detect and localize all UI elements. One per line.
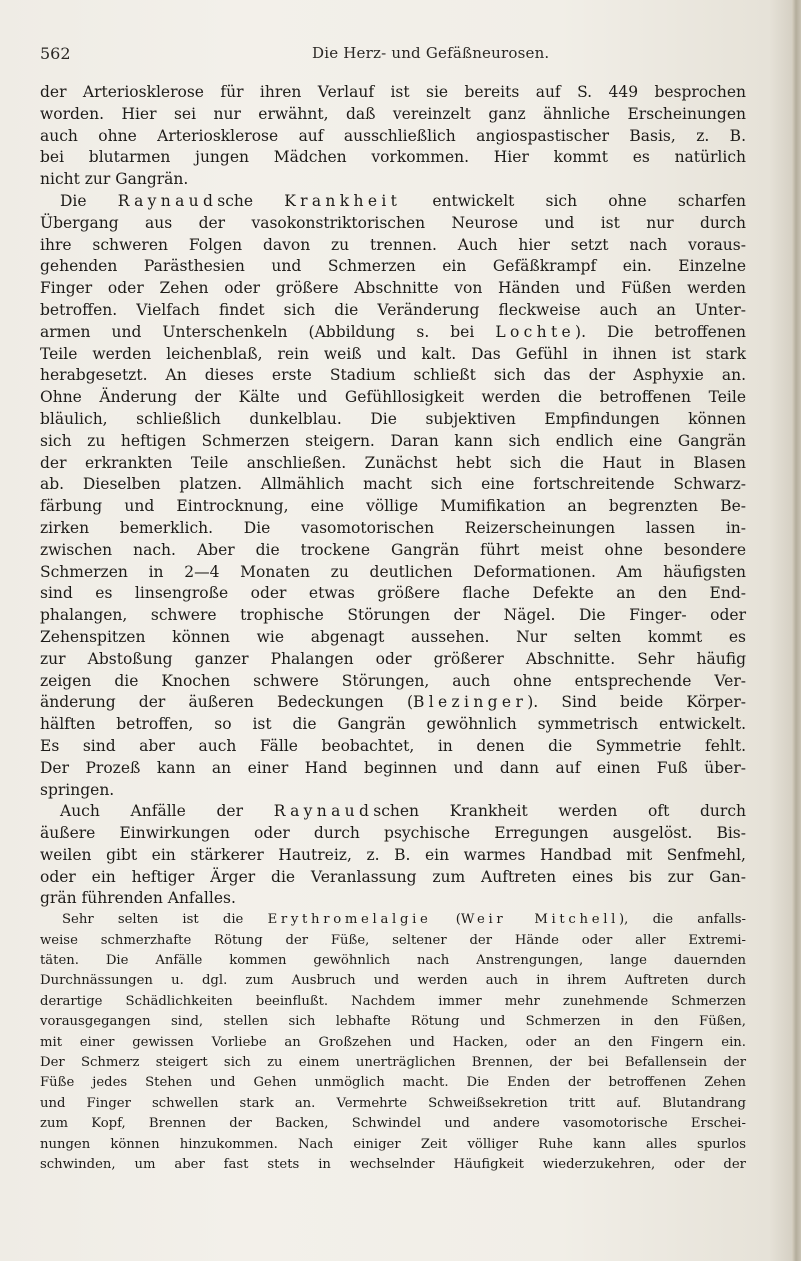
- spaced-name: Blezinger: [413, 693, 528, 712]
- text-line: Durchnässungen u. dgl. zum Ausbruch und werden auch in ihrem Auftreten durch: [40, 973, 746, 989]
- text-line: grän führenden Anfalles.: [40, 889, 236, 908]
- text-line: [40, 910, 746, 930]
- text-line: herabgesetzt. An dieses erste Stadium schließt sich das der Asphyxie an.: [40, 366, 746, 385]
- spaced-name: Raynaud: [273, 802, 374, 821]
- text-segment: änderung der äußeren Bedeckungen (: [40, 693, 413, 712]
- text-line: phalangen, schwere trophische Störungen der Nägel. Die Finger- oder: [40, 606, 746, 625]
- text-line: zur Abstoßung ganzer Phalangen oder größerer Abschnitte. Sehr häufig: [40, 649, 746, 668]
- text-line: [40, 191, 746, 213]
- text-line: der Arteriosklerose für ihren Verlauf ist sie bereits auf S. 449 besprochen: [40, 83, 746, 101]
- text-line: ab. Dieselben platzen. Allmählich macht sich eine fortschreitende Schwarz-: [40, 475, 746, 494]
- text-segment: sche: [217, 191, 285, 210]
- text-line: springen.: [40, 780, 115, 799]
- text-line: äußere Einwirkungen oder durch psychische Erregungen ausgelöst. Bis-: [40, 824, 746, 843]
- page-edge: [792, 0, 801, 1261]
- running-title: Die Herz- und Gefäßneurosen.: [312, 44, 550, 62]
- body-text: [40, 82, 746, 1175]
- text-line: derartige Schädlichkeiten beeinflußt. Nachdem immer mehr zunehmende Schmerzen: [40, 993, 746, 1009]
- text-line: hälften betroffen, so ist die Gangrän gewöhnlich symmetrisch entwickelt.: [40, 715, 746, 734]
- spaced-name: Lochte: [495, 322, 576, 341]
- spaced-name: Raynaud: [117, 191, 218, 210]
- text-line: Finger oder Zehen oder größere Abschnitte von Händen und Füßen werden: [40, 279, 746, 298]
- text-segment: armen und Unterschenkeln (Abbildung s. bei: [40, 322, 496, 341]
- text-line: zum Kopf, Brennen der Backen, Schwindel und andere vasomotorische Erschei-: [40, 1116, 746, 1132]
- text-segment: ). Die betroffenen: [575, 322, 746, 341]
- text-line: zwischen nach. Aber die trockene Gangrän führt meist ohne besondere: [40, 540, 746, 559]
- text-line: Übergang aus der vasokonstriktorischen Neurose und ist nur durch: [40, 213, 746, 232]
- spaced-name: Erythromelalgie: [267, 912, 432, 928]
- text-line: weise schmerzhafte Rötung der Füße, seltener der Hände oder aller Extremi-: [40, 932, 746, 948]
- text-segment: Sehr selten ist die: [62, 912, 268, 928]
- text-line: gehenden Parästhesien und Schmerzen ein Gefäßkrampf ein. Einzelne: [40, 257, 746, 276]
- text-segment: ). Sind beide Körper-: [527, 693, 747, 712]
- text-line: täten. Die Anfälle kommen gewöhnlich nach Anstrengungen, lange dauernden: [40, 953, 746, 969]
- text-line: Schmerzen in 2—4 Monaten zu deutlichen Deformationen. Am häufigsten: [40, 562, 746, 581]
- text-line: [40, 692, 746, 714]
- text-line: und Finger schwellen stark an. Vermehrte Schweißsekretion tritt auf. Blutandrang: [40, 1095, 746, 1111]
- text-line: auch ohne Arteriosklerose auf ausschließlich angiospastischer Basis, z. B.: [40, 126, 746, 145]
- text-line: Es sind aber auch Fälle beobachtet, in denen die Symmetrie fehlt.: [40, 736, 746, 755]
- text-line: [40, 801, 746, 823]
- text-line: nicht zur Gangrän.: [40, 170, 189, 189]
- text-line: Füße jedes Stehen und Gehen unmöglich macht. Die Enden der betroffenen Zehen: [40, 1075, 746, 1091]
- text-line: zirken bemerklich. Die vasomotorischen Reizerscheinungen lassen in-: [40, 518, 746, 537]
- text-line: sich zu heftigen Schmerzen steigern. Daran kann sich endlich eine Gangrän: [40, 431, 746, 450]
- text-line: sind es linsengroße oder etwas größere flache Defekte an den End-: [40, 584, 746, 603]
- text-line: Der Schmerz steigert sich zu einem unerträglichen Brennen, der bei Befallensein der: [40, 1055, 746, 1071]
- text-segment: schen Krankheit werden oft durch: [373, 802, 746, 821]
- main-paragraphs: [40, 82, 746, 910]
- text-line: betroffen. Vielfach findet sich die Veränderung fleckweise auch an Unter-: [40, 300, 746, 319]
- text-line: zeigen die Knochen schwere Störungen, auch ohne entsprechende Ver-: [40, 671, 746, 690]
- text-segment: (: [431, 912, 461, 928]
- page-header: [40, 44, 740, 66]
- text-line: Der Prozeß kann an einer Hand beginnen und dann auf einen Fuß über-: [40, 758, 746, 777]
- text-segment: Auch Anfälle der: [60, 802, 274, 821]
- spaced-name: Krankheit: [284, 191, 402, 210]
- text-line: bläulich, schließlich dunkelblau. Die subjektiven Empfindungen können: [40, 409, 746, 428]
- text-line: [40, 322, 746, 344]
- text-line: Teile werden leichenblaß, rein weiß und kalt. Das Gefühl in ihnen ist stark: [40, 344, 746, 363]
- spaced-name: Weir Mitchell: [460, 912, 620, 928]
- text-line: weilen gibt ein stärkerer Hautreiz, z. B. ein warmes Handbad mit Senfmehl,: [40, 845, 746, 864]
- text-segment: ), die anfalls-: [619, 912, 746, 928]
- text-line: Zehenspitzen können wie abgenagt aussehen. Nur selten kommt es: [40, 627, 746, 646]
- text-line: Ohne Änderung der Kälte und Gefühllosigkeit werden die betroffenen Teile: [40, 388, 746, 407]
- page-number: 562: [40, 44, 71, 63]
- text-line: färbung und Eintrocknung, eine völlige Mumifikation an begrenzten Be-: [40, 497, 746, 516]
- text-line: der erkrankten Teile anschließen. Zunächst hebt sich die Haut in Blasen: [40, 453, 746, 472]
- text-line: vorausgegangen sind, stellen sich lebhafte Rötung und Schmerzen in den Füßen,: [40, 1014, 746, 1030]
- footnote-paragraph: [40, 910, 746, 1175]
- text-line: worden. Hier sei nur erwähnt, daß vereinzelt ganz ähnliche Erscheinungen: [40, 104, 746, 123]
- text-line: mit einer gewissen Vorliebe an Großzehen und Hacken, oder an den Fingern ein.: [40, 1034, 746, 1050]
- text-line: oder ein heftiger Ärger die Veranlassung zum Auftreten eines bis zur Gan-: [40, 867, 746, 886]
- text-line: schwinden, um aber fast stets in wechselnder Häufigkeit wiederzukehren, oder der: [40, 1156, 746, 1172]
- text-line: ihre schweren Folgen davon zu trennen. Auch hier setzt nach voraus-: [40, 235, 746, 254]
- text-line: nungen können hinzukommen. Nach einiger Zeit völliger Ruhe kann alles spurlos: [40, 1136, 746, 1152]
- text-line: bei blutarmen jungen Mädchen vorkommen. Hier kommt es natürlich: [40, 148, 746, 167]
- text-segment: entwickelt sich ohne scharfen: [401, 191, 747, 210]
- text-segment: Die: [60, 191, 118, 210]
